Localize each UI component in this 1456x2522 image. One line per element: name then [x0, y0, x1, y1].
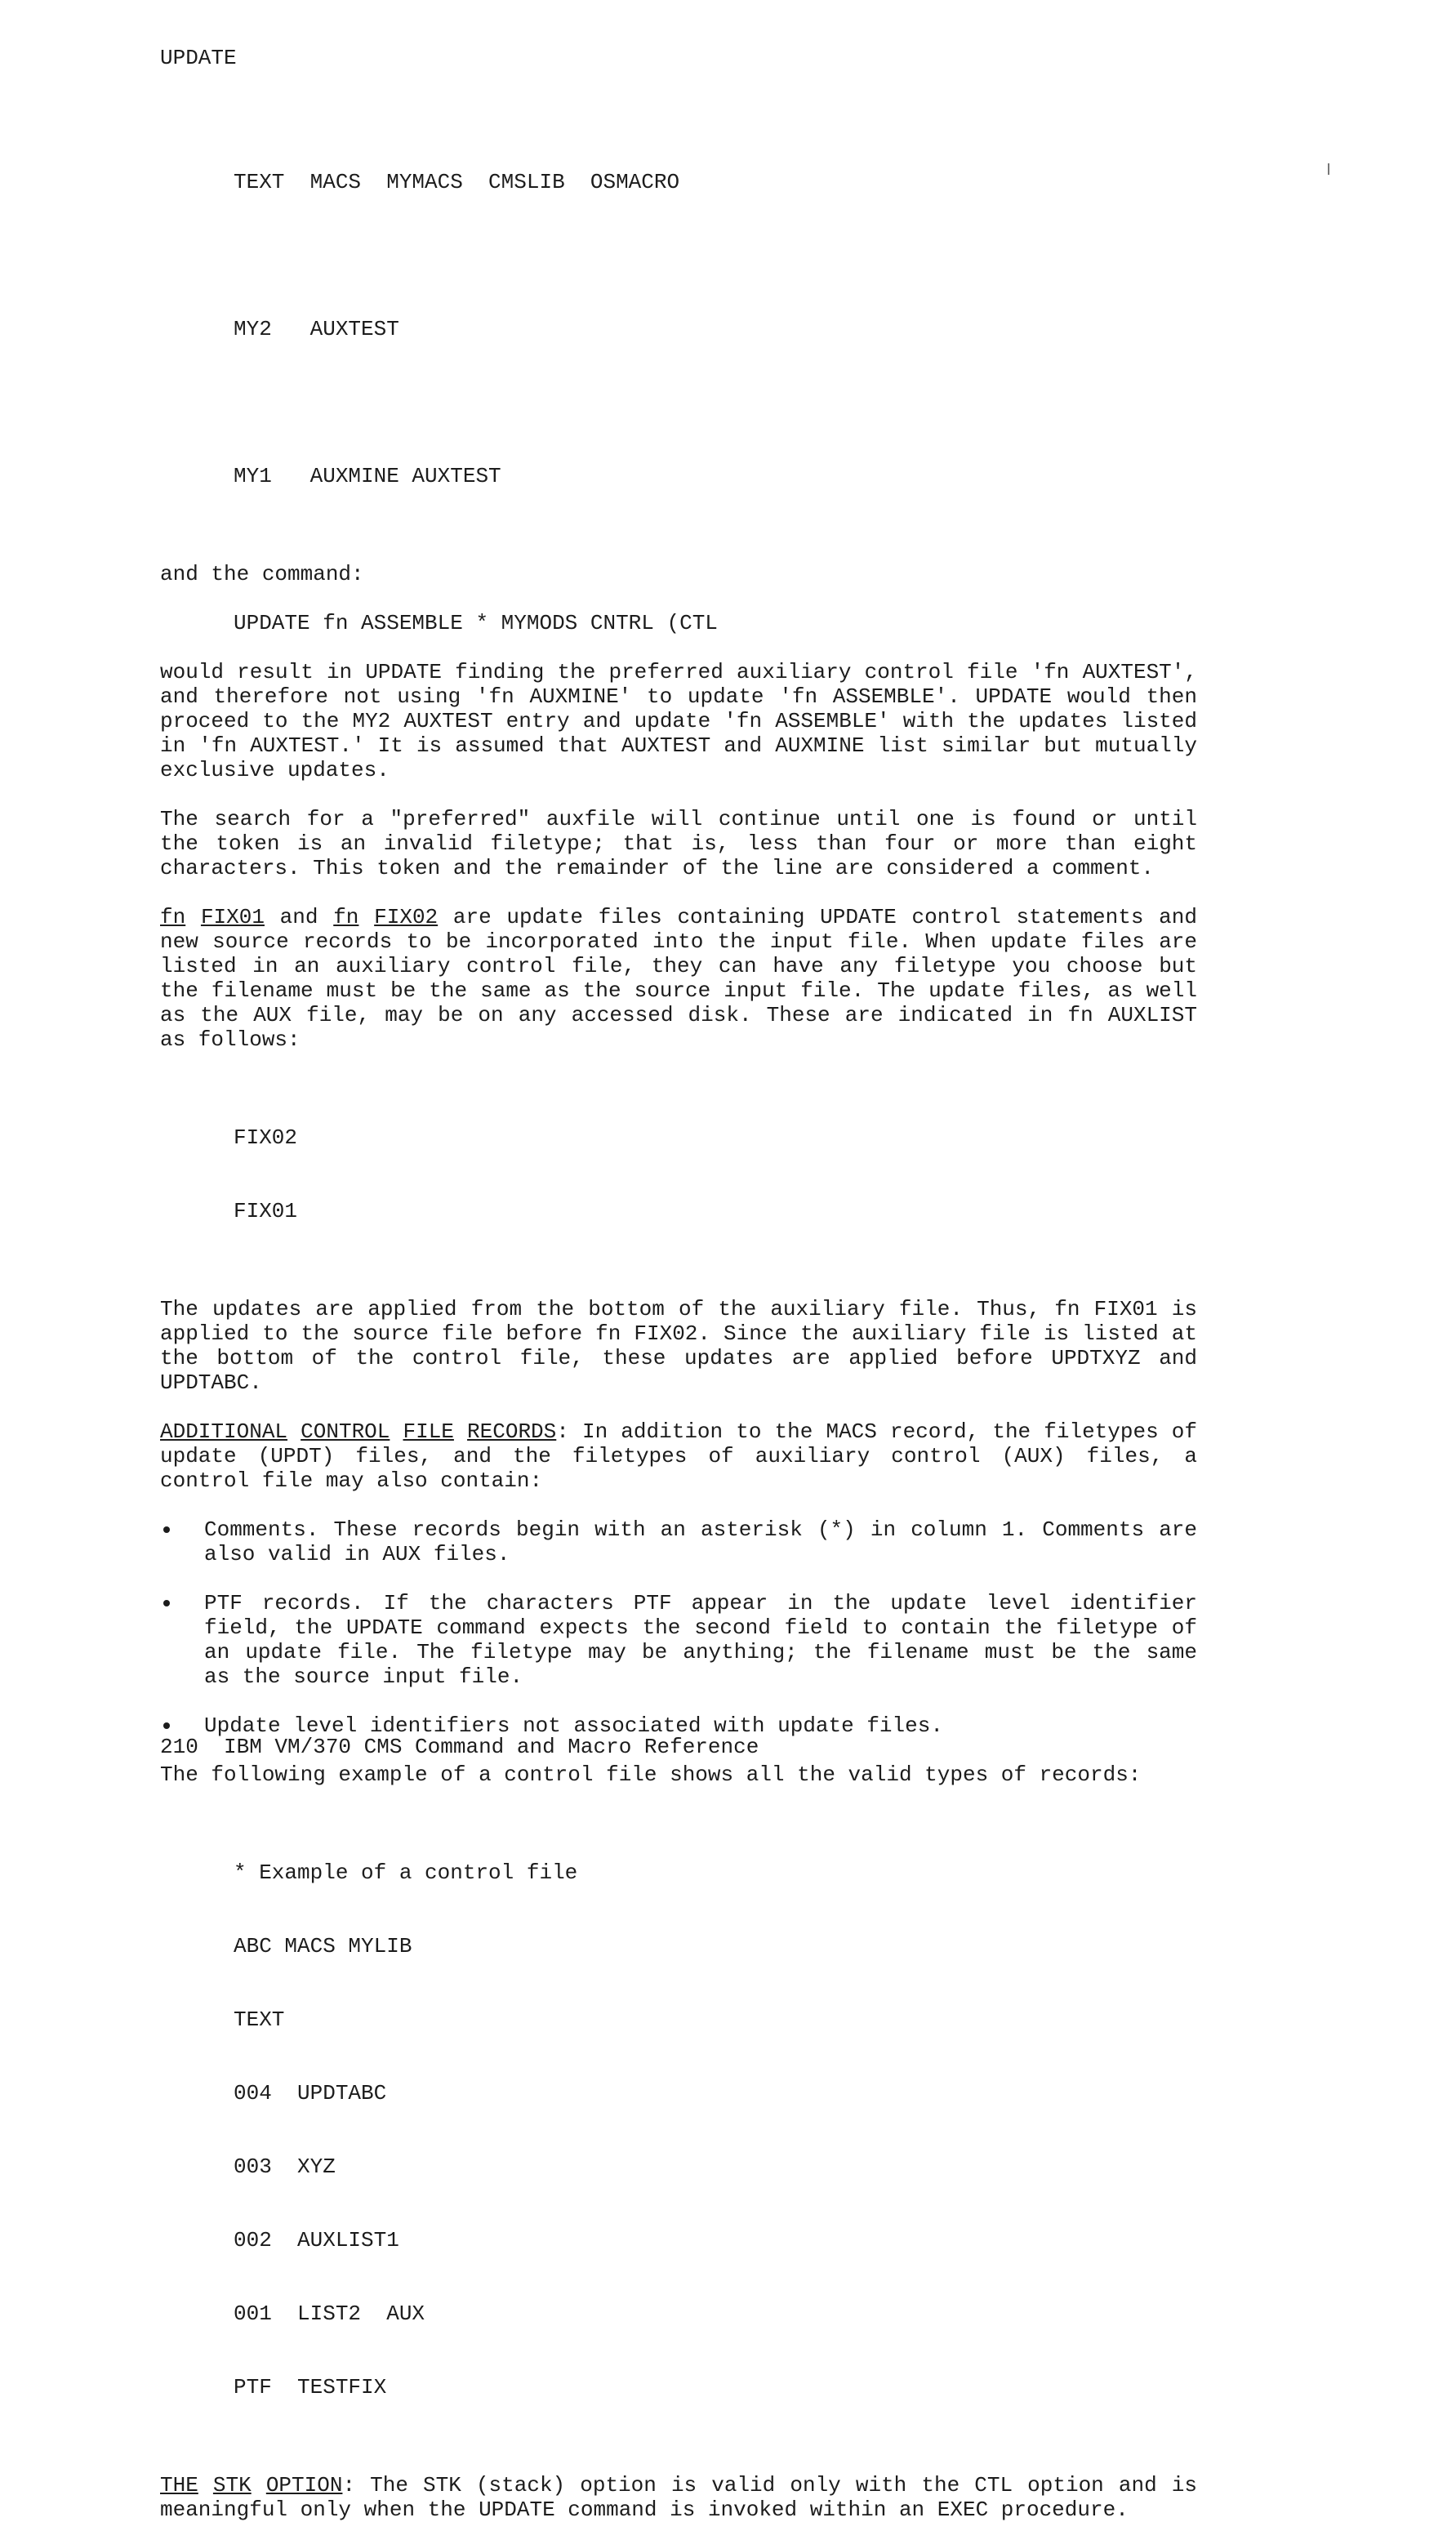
paragraph-text: are update files containing UPDATE control statements and new source records to be incorporated into the input file. When update files are listed in an auxiliary control file, they can have any filetype you choose but the filename must be the same as the source input file. The update files, as well as the AUX file, may be on any accessed disk. These are indicated in fn AUXLIST as follows: — [160, 905, 1197, 1052]
list-item: Comments. These records begin with an asterisk (*) in column 1. Comments are also valid in AUX files. — [160, 1517, 1197, 1566]
margin-mark — [1328, 163, 1329, 175]
command-example: UPDATE fn ASSEMBLE * MYMODS CNTRL (CTL — [234, 611, 718, 635]
control-file-example — [160, 1811, 1197, 2448]
record-type-list — [160, 1517, 1197, 1738]
example-line: TEXT MACS MYMACS CMSLIB OSMACRO — [234, 170, 680, 194]
paragraph-and-command: and the command: — [160, 562, 364, 586]
heading-word: OPTION — [265, 2473, 343, 2497]
paragraph-following: The following example of a control file shows all the valid types of records: — [160, 1762, 1142, 1787]
example-line: FIX02 — [234, 1125, 298, 1150]
example-line: FIX01 — [234, 1199, 298, 1223]
term-fn: fn — [160, 905, 186, 929]
paragraph-updates-order: The updates are applied from the bottom of the auxiliary file. Thus, fn FIX01 is applied to the source file before fn FIX02. Since the auxiliary file is listed at the bottom of the control file, these updates are applied before UPDTXYZ and UPDTABC. — [160, 1297, 1197, 1395]
running-header: UPDATE — [160, 46, 237, 70]
heading-word: FILE — [403, 1419, 454, 1444]
heading-word: THE — [160, 2473, 198, 2497]
word-and: and — [279, 905, 318, 929]
page-footer: 210 IBM VM/370 CMS Command and Macro Reference — [160, 1735, 759, 1759]
paragraph-text: The STK (stack) option is valid only with the CTL option and is meaningful only when the UPDATE command is invoked within an EXEC procedure. — [160, 2473, 1197, 2522]
example-line: 003 XYZ — [234, 2154, 336, 2179]
paragraph-result: would result in UPDATE finding the preferred auxiliary control file 'fn AUXTEST', and therefore not using 'fn AUXMINE' to update 'fn ASSEMBLE'. UPDATE would then proceed to the MY2 AUXTEST entry and update 'fn ASSEMBLE' with the updates listed in 'fn AUXTEST.' It is assumed that AUXTEST and AUXMINE list similar but mutually exclusive updates. — [160, 660, 1197, 782]
list-item: Update level identifiers not associated with update files. — [160, 1713, 1197, 1738]
list-item: PTF records. If the characters PTF appear in the update level identifier field, the UPDATE command expects the second field to contain the filetype of an update file. The filetype may be anything; the filename must be the same as the source input file. — [160, 1591, 1197, 1689]
example-line: * Example of a control file — [234, 1860, 578, 1885]
example-line: PTF TESTFIX — [234, 2375, 387, 2399]
heading-word: STK — [212, 2473, 252, 2497]
term-fix01: FIX01 — [200, 905, 265, 929]
example-line: MY1 AUXMINE AUXTEST — [234, 464, 501, 488]
heading-word: CONTROL — [301, 1419, 390, 1444]
heading-word: RECORDS — [467, 1419, 557, 1444]
example-line: MY2 AUXTEST — [234, 317, 399, 341]
example-aux-file — [160, 121, 1197, 537]
example-line: 002 AUXLIST1 — [234, 2228, 399, 2252]
paragraph-additional-records: ADDITIONAL CONTROL FILE RECORDS: In addition to the MACS record, the filetypes of update (UPDT) files, and the filetypes of auxiliary control (AUX) files, a control file may also contain: — [160, 1419, 1197, 1493]
term-fn: fn — [333, 905, 359, 929]
paragraph-fix-files — [160, 905, 1197, 1052]
example-line: TEXT — [234, 2007, 285, 2032]
paragraph-stk-option: THE STK OPTION: The STK (stack) option is valid only with the CTL option and is meaningful only when the UPDATE command is invoked within an EXEC procedure. — [160, 2473, 1197, 2522]
paragraph-text: In addition to the MACS record, the filetypes of update (UPDT) files, and the filetypes of auxiliary control (AUX) files, a control file may also contain: — [160, 1419, 1197, 1493]
paragraph-search: The search for a "preferred" auxfile will continue until one is found or until the token is an invalid filetype; that is, less than four or more than eight characters. This token and the remainder of the line are considered a comment. — [160, 807, 1197, 880]
heading-word: ADDITIONAL — [160, 1419, 288, 1444]
term-fix02: FIX02 — [374, 905, 439, 929]
example-line: 001 LIST2 AUX — [234, 2301, 425, 2326]
example-line: ABC MACS MYLIB — [234, 1934, 412, 1958]
auxlist-example — [160, 1076, 1197, 1272]
example-line: 004 UPDTABC — [234, 2081, 387, 2105]
page-body — [160, 46, 1197, 2522]
